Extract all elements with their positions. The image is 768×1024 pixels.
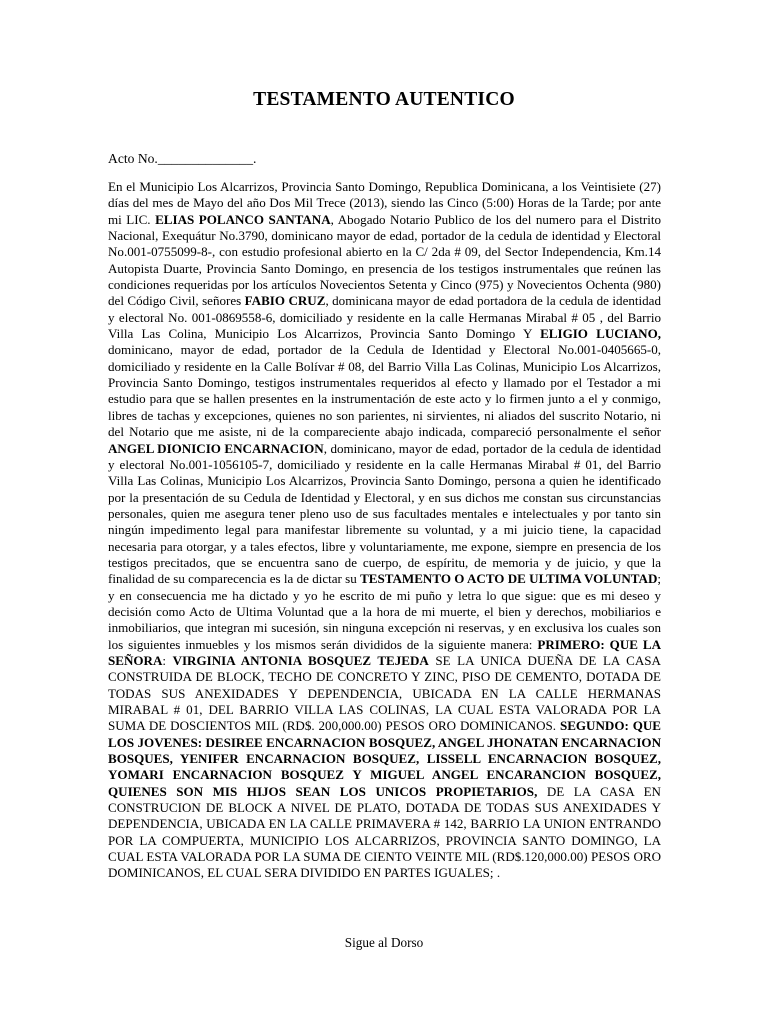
body-segment: , dominicano, mayor de edad, portador de la cedula de identidad y electoral No.001-1056105-7, domiciliado y residente en la calle Hermanas Mirabal # 01, del Barrio Villa Las Colinas, Municipio Los Alcarrizos, Provincia Santo Domingo, persona a quien he identificado por la presentación de su Cedula de Identidad y Electoral, y en sus dichos me constan sus circunstancias personales, quien me asegura tener pleno uso de sus facultades mentales e intelectuales y por tanto sin ningún impedimento legal para manifestar libremente su voluntad, y a mi juicio tiene, la capacidad necesaria para otorgar, y a tales efectos, libre y voluntariamente, me expone, siempre en presencia de los testigos precitados, que se encuentra sano de cuerpo, de espíritu, de memoria y de juicio, y que la finalidad de su comparecencia es la de dictar su <box>108 440 661 587</box>
body-segment: SE LA UNICA DUEÑA DE LA CASA CONSTRUIDA DE BLOCK, TECHO DE CONCRETO Y ZINC, PISO DE CEMENTO, DOTADA DE TODAS SUS ANEXIDADES Y DEPENDENCIA, UBICADA EN LA CALLE HERMANAS MIRABAL # 01, DEL BARRIO VILLA LAS COLINAS, LA CUAL ESTA VALORADA POR LA SUMA DE DOSCIENTOS MIL (RD$. 200,000.00) PESOS ORO DOMINICANOS. <box>108 652 661 734</box>
testator-name: ANGEL DIONICIO ENCARNACION <box>108 440 324 456</box>
document-title: TESTAMENTO AUTENTICO <box>253 89 515 110</box>
clause-second-label: SEGUNDO: QUE LOS JOVENES: DESIREE ENCARNACION BOSQUEZ, ANGEL JHONATAN ENCARNACION BOSQUES, YENIFER ENCARNACION BOSQUEZ, LISSELL ENCARNACION BOSQUEZ, YOMARI ENCARNACION BOSQUEZ Y MIGUEL ANGEL ENCARANCION BOSQUEZ, QUIENES SON MIS HIJOS SEAN LOS UNICOS PROPIETARIOS, <box>108 718 661 799</box>
body-segment: : <box>162 652 173 668</box>
continued-on-back-note: Sigue al Dorso <box>344 935 424 950</box>
body-segment: , Abogado Notario Publico de los del numero para el Distrito Nacional, Exequátur No.3790, dominicano mayor de edad, portador de la cedula de identidad y Electoral No.001-0755099-8-, con estudio profesional abierto en la C/ 2da # 09, del Sector Independencia, Km.14 Autopista Duarte, Provincia Santo Domingo, en presencia de los testigos instrumentales que reúnen las condiciones requeridas por los artículos Novecientos Setenta y Cinco (975) y Novecientos Ochenta (980) del Código Civil, señores <box>108 211 661 309</box>
testament-body-paragraph <box>108 179 661 882</box>
testament-heading: TESTAMENTO O ACTO DE ULTIMA VOLUNTAD <box>360 571 658 587</box>
body-segment: DE LA CASA EN CONSTRUCION DE BLOCK A NIVEL DE PLATO, DOTADA DE TODAS SUS ANEXIDADES Y DEPENDENCIA, UBICADA EN LA CALLE PRIMAVERA # 142, BARRIO LA UNION ENTRANDO POR LA COMPUERTA, MUNICIPIO LOS ALCARRIZOS, PROVINCIA SANTO DOMINGO, LA CUAL ESTA VALORADA POR LA SUMA DE CIENTO VEINTE MIL (RD$.120,000.00) PESOS ORO DOMINICANOS, EL CUAL SERA DIVIDIDO EN PARTES IGUALES; . <box>108 783 661 881</box>
body-segment: En el Municipio Los Alcarrizos, Provincia Santo Domingo, Republica Dominicana, a los Veintisiete (27) días del mes de Mayo del año Dos Mil Trece (2013), siendo las Cinco (5:00) Horas de la Tarde; por ante mi LIC. <box>108 179 661 227</box>
clause-first-label: PRIMERO: QUE LA SEÑORA <box>108 636 661 668</box>
witness-name-2: ELIGIO LUCIANO, <box>540 326 661 342</box>
acto-number-line: Acto No.______________. <box>108 151 257 166</box>
beneficiary-name: VIRGINIA ANTONIA BOSQUEZ TEJEDA <box>172 652 429 668</box>
body-segment: , dominicana mayor de edad portadora de la cedula de identidad y electoral No. 001-0869558-6, domiciliado y residente en la calle Hermanas Mirabal # 05 , del Barrio Villa Las Colina, Municipio Los Alcarrizos, Provincia Santo Domingo Y <box>108 293 661 342</box>
body-segment: ; y en consecuencia me ha dictado y yo he escrito de mi puño y letra lo que sigue: que es mi deseo y decisión como Acto de Ultima Voluntad que a la hora de mi muerte, el bien y derechos, mobiliarios e inmobiliarios, que integran mi sucesión, sin ninguna excepción ni reservas, y en exclusiva los cuales son los siguientes inmuebles y los mismos serán divididos de la siguiente manera: <box>108 571 662 652</box>
body-segment: dominicano, mayor de edad, portador de la Cedula de Identidad y Electoral No.001-0405665-0, domiciliado y residente en la Calle Bolívar # 08, del Barrio Villa Las Colinas, Municipio Los Alcarrizos, Provincia Santo Domingo, testigos instrumentales requeridos al efecto y llamado por el Testador a mi estudio para que se hallen presentes en la instrumentación de este acto y lo firmen junto a el y conmigo, libres de tachas y excepciones, quienes no son parientes, ni sirvientes, ni aliados del suscrito Notario, ni del Notario que me asiste, ni de la compareciente abajo indicada, compareció personalmente el señor <box>108 342 661 440</box>
notary-name: ELIAS POLANCO SANTANA <box>155 211 331 227</box>
witness-name-1: FABIO CRUZ <box>244 293 326 309</box>
